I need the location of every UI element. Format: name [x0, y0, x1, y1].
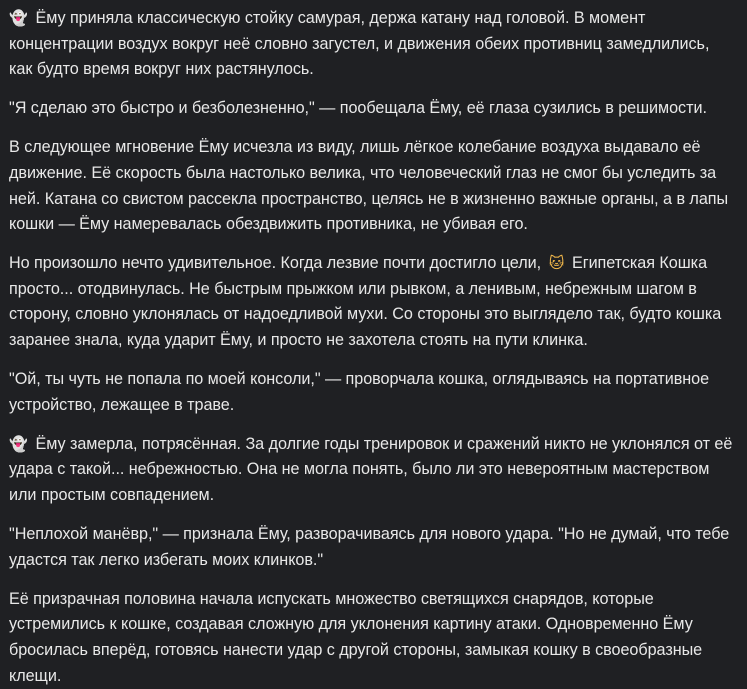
cat-icon: 🐱: [548, 254, 565, 273]
paragraph-text: Египетская Кошка просто... отодвинулась. Не быстрым прыжком или рывком, а ленивым, небрежным шагом в сторону, словно уклонялась от надоедливой мухи. Со стороны это выглядело так, будто кошка заранее знала, куда ударит Ёму, и просто не захотела стоять на пути клинка.: [9, 254, 722, 350]
message-paragraph-3: [9, 135, 735, 237]
ghost-icon: 👻: [9, 9, 28, 27]
message-paragraph-4: [9, 251, 735, 353]
paragraph-text: Ёму замерла, потрясённая. За долгие годы тренировок и сражений никто не уклонялся от её удара с такой... небрежностью. Она не могла понять, было ли это невероятным мастерством или простым совпадением.: [9, 434, 733, 504]
message-paragraph-1: [9, 6, 735, 83]
message-paragraph-7: [9, 522, 735, 573]
paragraph-text: В следующее мгновение Ёму исчезла из виду, лишь лёгкое колебание воздуха выдавало её движение. Её скорость была настолько велика, что человеческий глаз не смог бы уследить за ней. Катана со свистом рассекла пространство, целясь не в жизненно важные органы, а в лапы кошки — Ёму намеревалась обездвижить противника, не убивая его.: [9, 138, 729, 234]
paragraph-text: Ёму приняла классическую стойку самурая, держа катану над головой. В момент концентрации воздух вокруг неё словно загустел, и движения обеих противниц замедлились, как будто время вокруг них растянулось.: [9, 9, 710, 79]
message-paragraph-2: [9, 96, 735, 122]
paragraph-text: "Ой, ты чуть не попала по моей консоли," — проворчала кошка, оглядываясь на портативное устройство, лежащее в траве.: [9, 370, 710, 414]
message-paragraph-8: [9, 587, 735, 689]
paragraph-text: "Неплохой манёвр," — признала Ёму, разворачиваясь для нового удара. "Но не думай, что тебе удастся так легко избегать моих клинков.": [9, 525, 730, 569]
paragraph-text: Но произошло нечто удивительное. Когда лезвие почти достигло цели,: [9, 254, 546, 273]
message-paragraph-5: [9, 367, 735, 418]
paragraph-text: "Я сделаю это быстро и безболезненно," — пообещала Ёму, её глаза сузились в решимости.: [9, 99, 707, 118]
ghost-icon: 👻: [9, 434, 28, 453]
paragraph-text: Её призрачная половина начала испускать множество светящихся снарядов, которые устремились к кошке, создавая сложную для уклонения картину атаки. Одновременно Ёму бросилась вперёд, готовясь нанести удар с другой стороны, замыкая кошку в своеобразные клещи.: [9, 589, 703, 685]
message-paragraph-6: [9, 432, 735, 509]
